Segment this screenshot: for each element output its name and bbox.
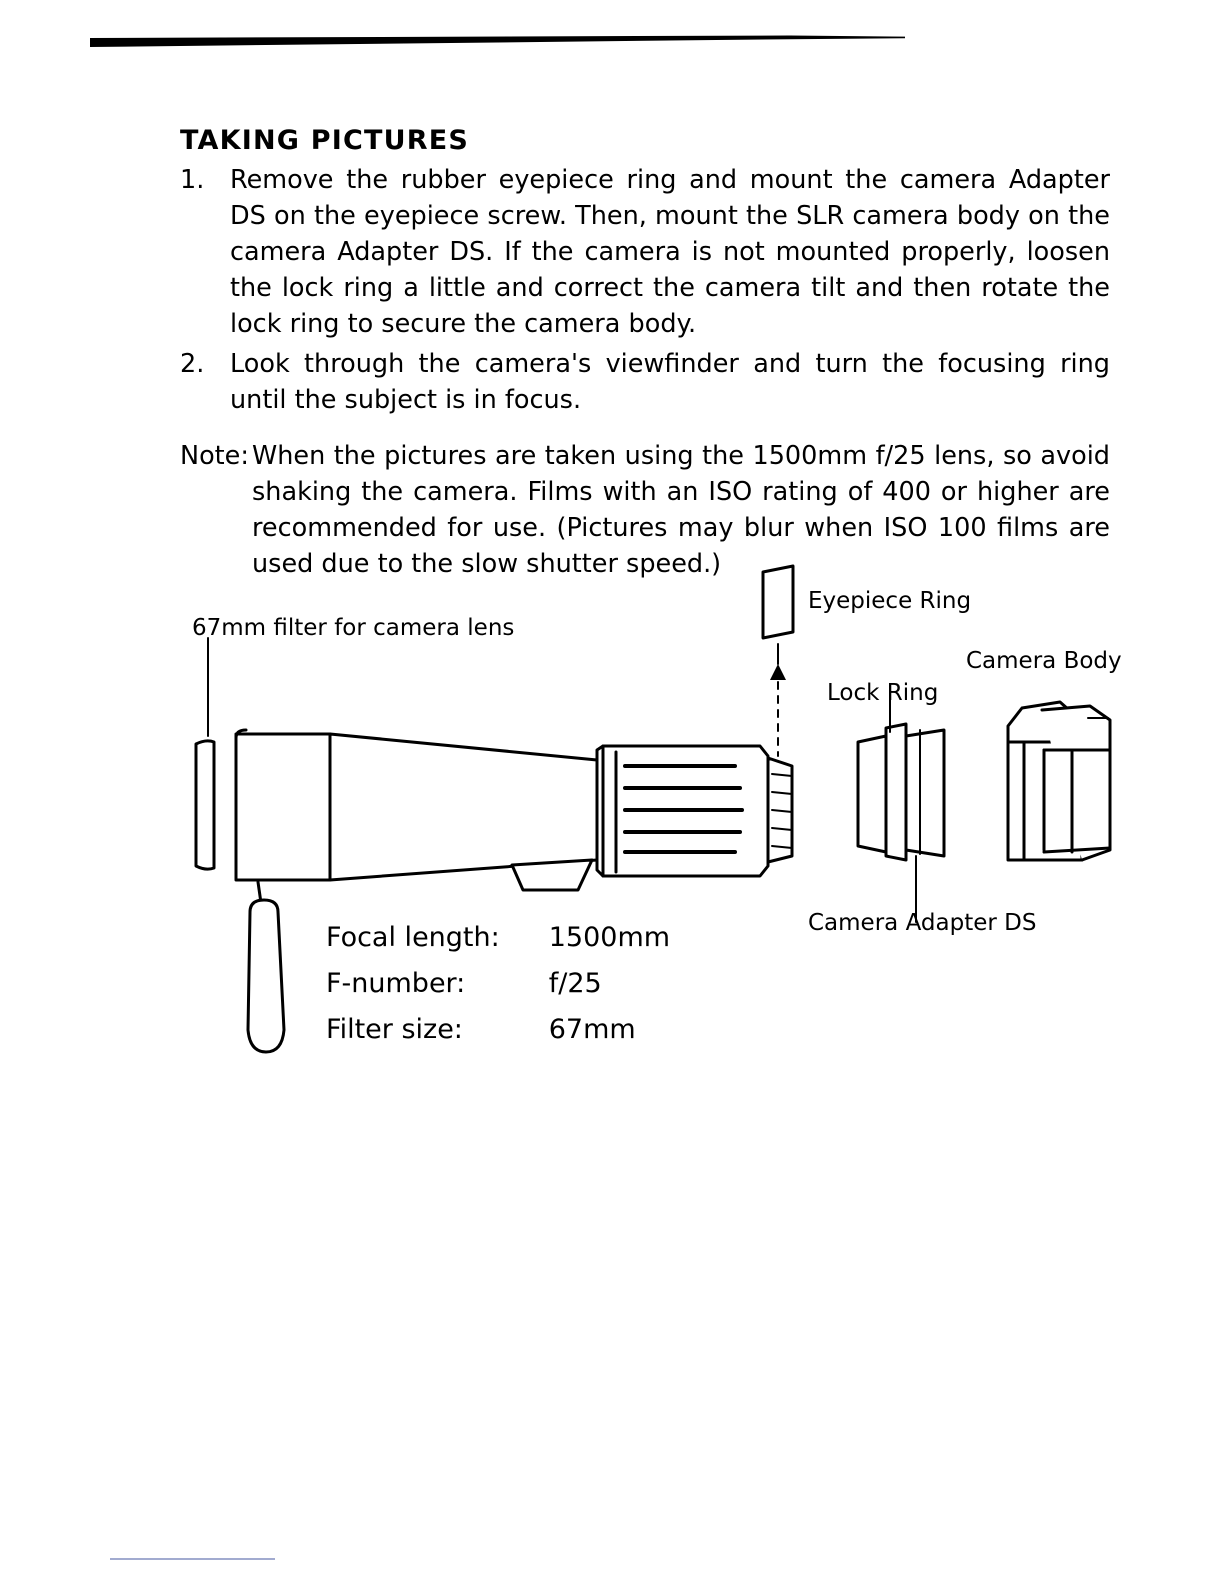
spec-value: 67mm [548,1014,636,1045]
callout-camera-adapter-ds: Camera Adapter DS [808,910,1037,936]
callout-lock-ring: Lock Ring [827,680,939,706]
list-item [180,162,1110,342]
list-item [180,346,1110,418]
callout-camera-body: Camera Body [966,648,1122,674]
product-diagram [0,560,1225,1090]
spec-key: Focal length: [326,922,500,953]
list-item-text: Look through the camera's viewfinder and turn the focusing ring until the subject is in focus. [230,349,1110,415]
header-rule [90,34,905,48]
spec-value: 1500mm [548,922,671,953]
steps-list [180,162,1110,418]
callout-filter: 67mm filter for camera lens [192,615,515,641]
spec-table [325,915,671,1053]
scan-artifact-line [110,1558,275,1560]
spec-key: Filter size: [326,1014,463,1045]
table-row [325,961,671,1007]
callout-eyepiece-ring: Eyepiece Ring [808,588,972,614]
page-title: TAKING PICTURES [180,125,470,156]
note-text: When the pictures are taken using the 1500mm f/25 lens, so avoid shaking the camera. Films with an ISO rating of 400 or higher are recommended for use. (Pictures may blur when ISO 100 films are used due to the slow shutter speed.) [252,441,1110,579]
note-label: Note: [180,441,249,471]
table-row [325,1007,671,1053]
body-text [180,125,1110,582]
list-item-number: 1. [180,165,205,195]
list-item-text: Remove the rubber eyepiece ring and mount the camera Adapter DS on the eyepiece screw. Then, mount the SLR camera body on the camera Adapter DS. If the camera is not mounted properly, loosen the lock ring a little and correct the camera tilt and then rotate the lock ring to secure the camera body. [230,165,1110,339]
list-item-number: 2. [180,349,205,379]
spec-key: F-number: [326,968,466,999]
table-row [325,915,671,961]
spec-value: f/25 [548,968,602,999]
